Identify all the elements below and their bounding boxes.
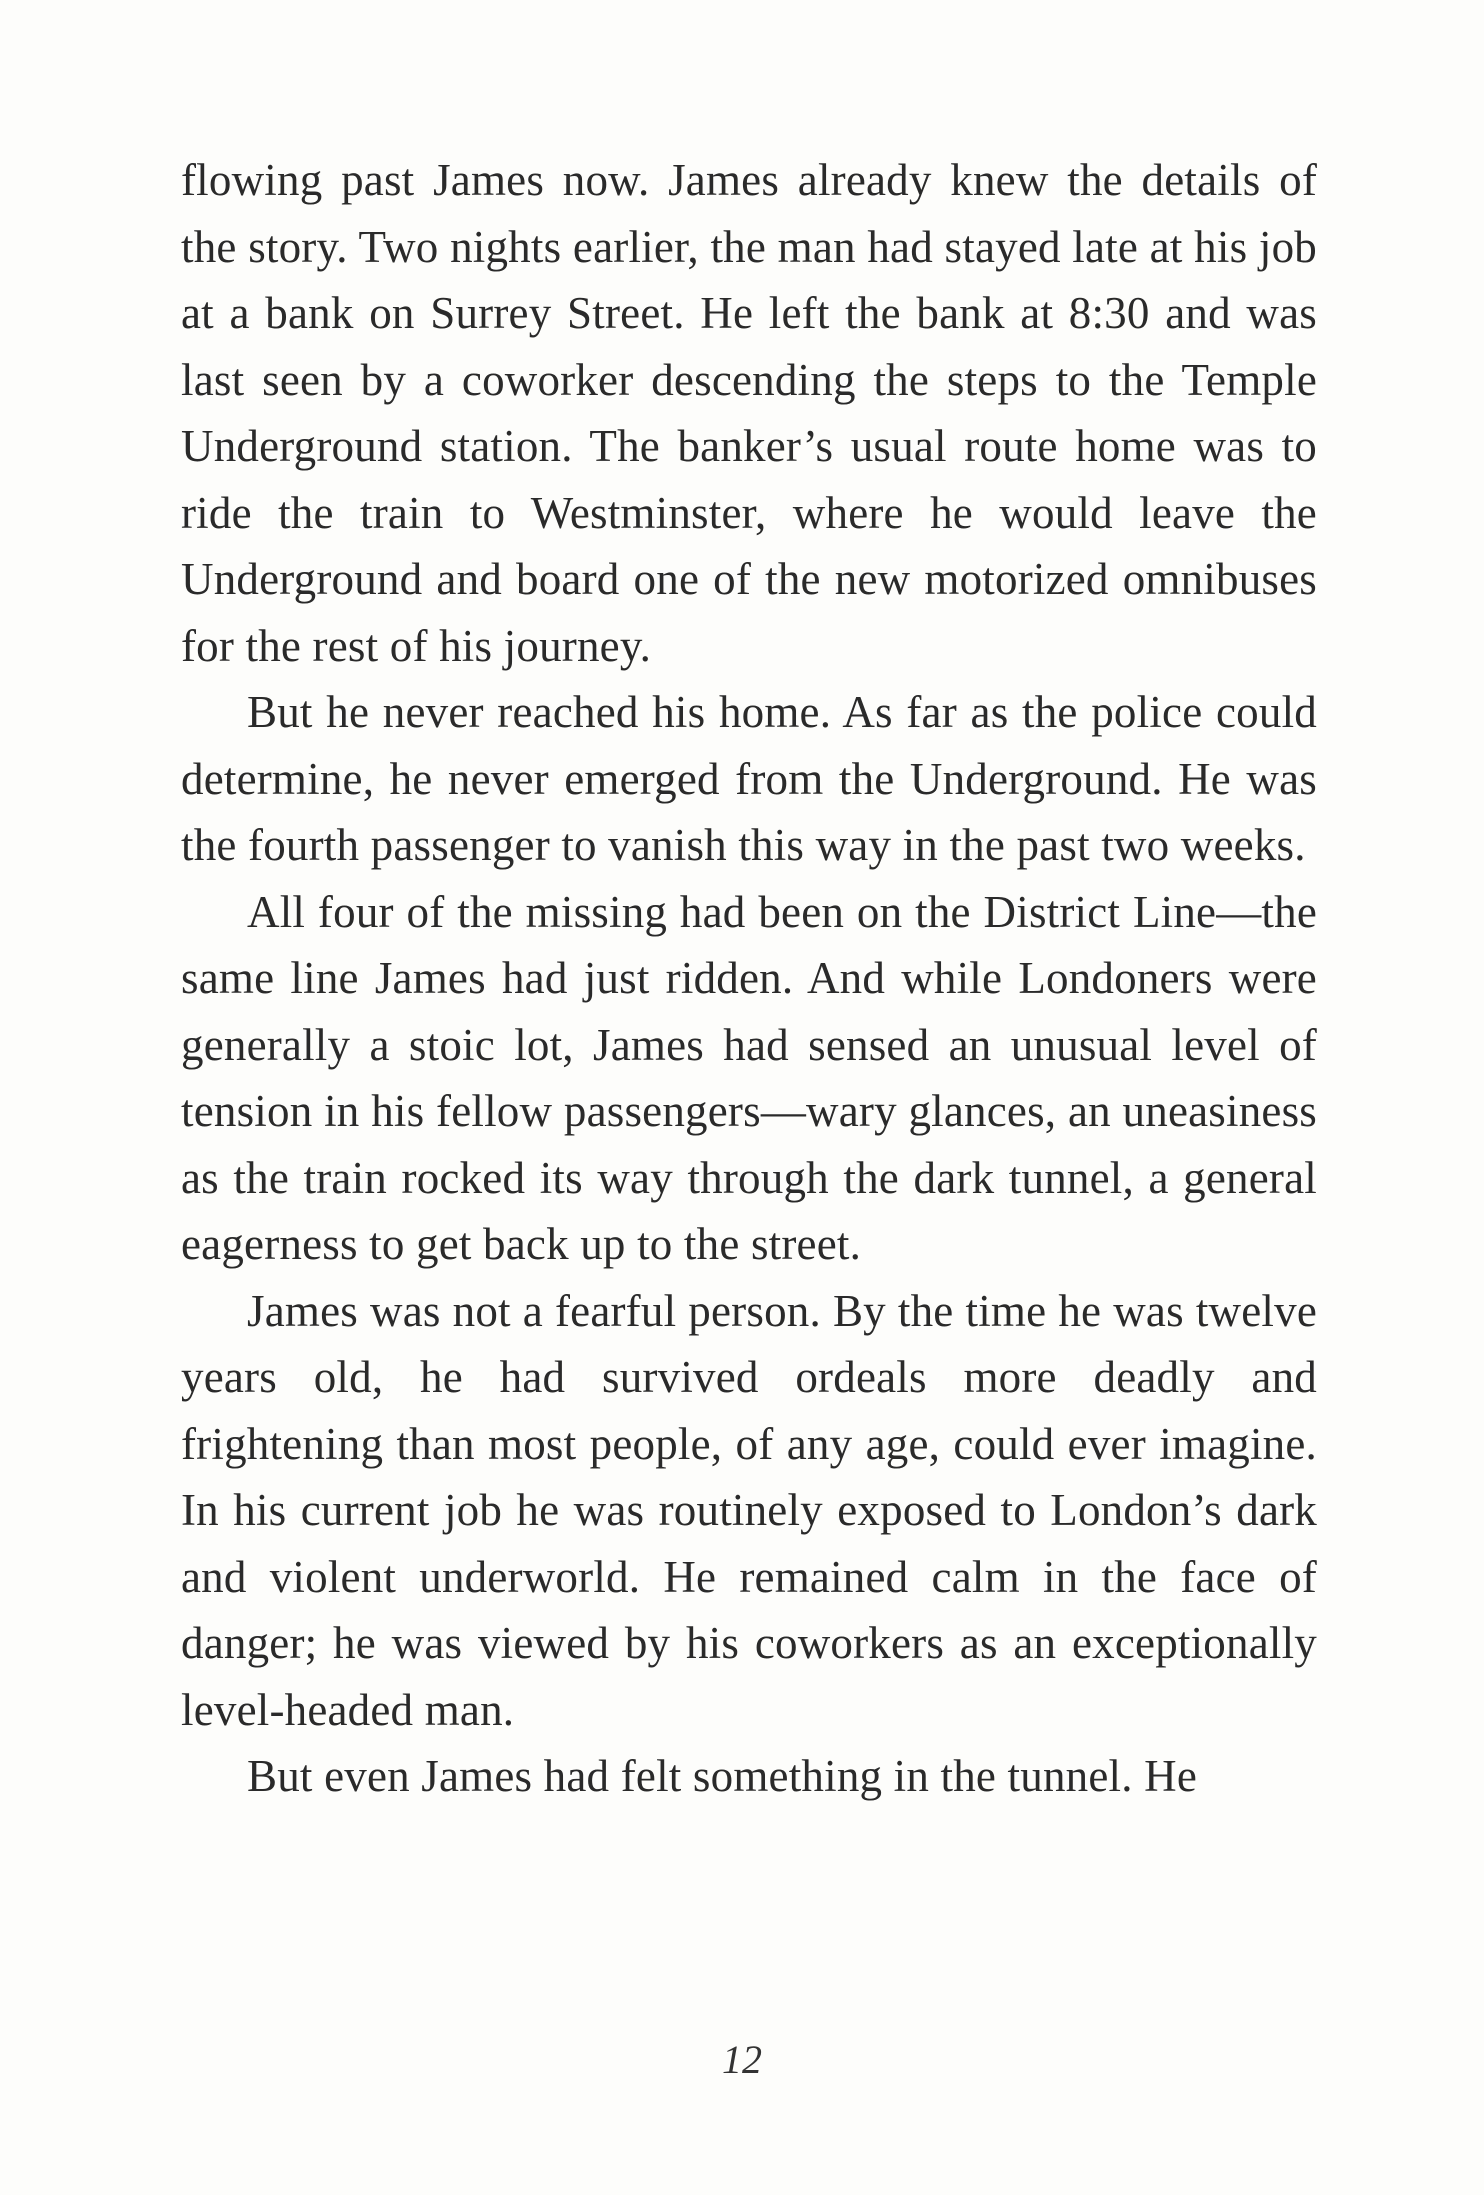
page-number: 12 [722, 2037, 762, 2082]
paragraph-2: But he never reached his home. As far as the police could determine, he never emerged from the Underground. He was the fourth passenger to vanish this way in the past two weeks. [181, 687, 1317, 870]
body-text [181, 147, 1317, 1810]
paragraph-5: But even James had felt something in the tunnel. He [247, 1751, 1197, 1801]
paragraph-3: All four of the missing had been on the District Line—the same line James had just ridden. And while Londoners were generally a stoic lot, James had sensed an unusual level of tension in his fellow passengers—wary glances, an uneasiness as the train rocked its way through the dark tunnel, a general eagerness to get back up to the street. [181, 886, 1317, 1269]
paragraph-1: flowing past James now. James already knew the details of the story. Two nights earlier, the man had stayed late at his job at a bank on Surrey Street. He left the bank at 8:30 and was last seen by a coworker descending the steps to the Temple Underground station. The banker’s usual route home was to ride the train to Westminster, where he would leave the Underground and board one of the new motorized omnibuses for the rest of his journey. [181, 155, 1317, 671]
paragraph-4: James was not a fearful person. By the time he was twelve years old, he had survived ordeals more deadly and frightening than most people, of any age, could ever imagine. In his current job he was routinely exposed to London’s dark and violent underworld. He remained calm in the face of danger; he was viewed by his coworkers as an exceptionally level-headed man. [181, 1285, 1317, 1735]
